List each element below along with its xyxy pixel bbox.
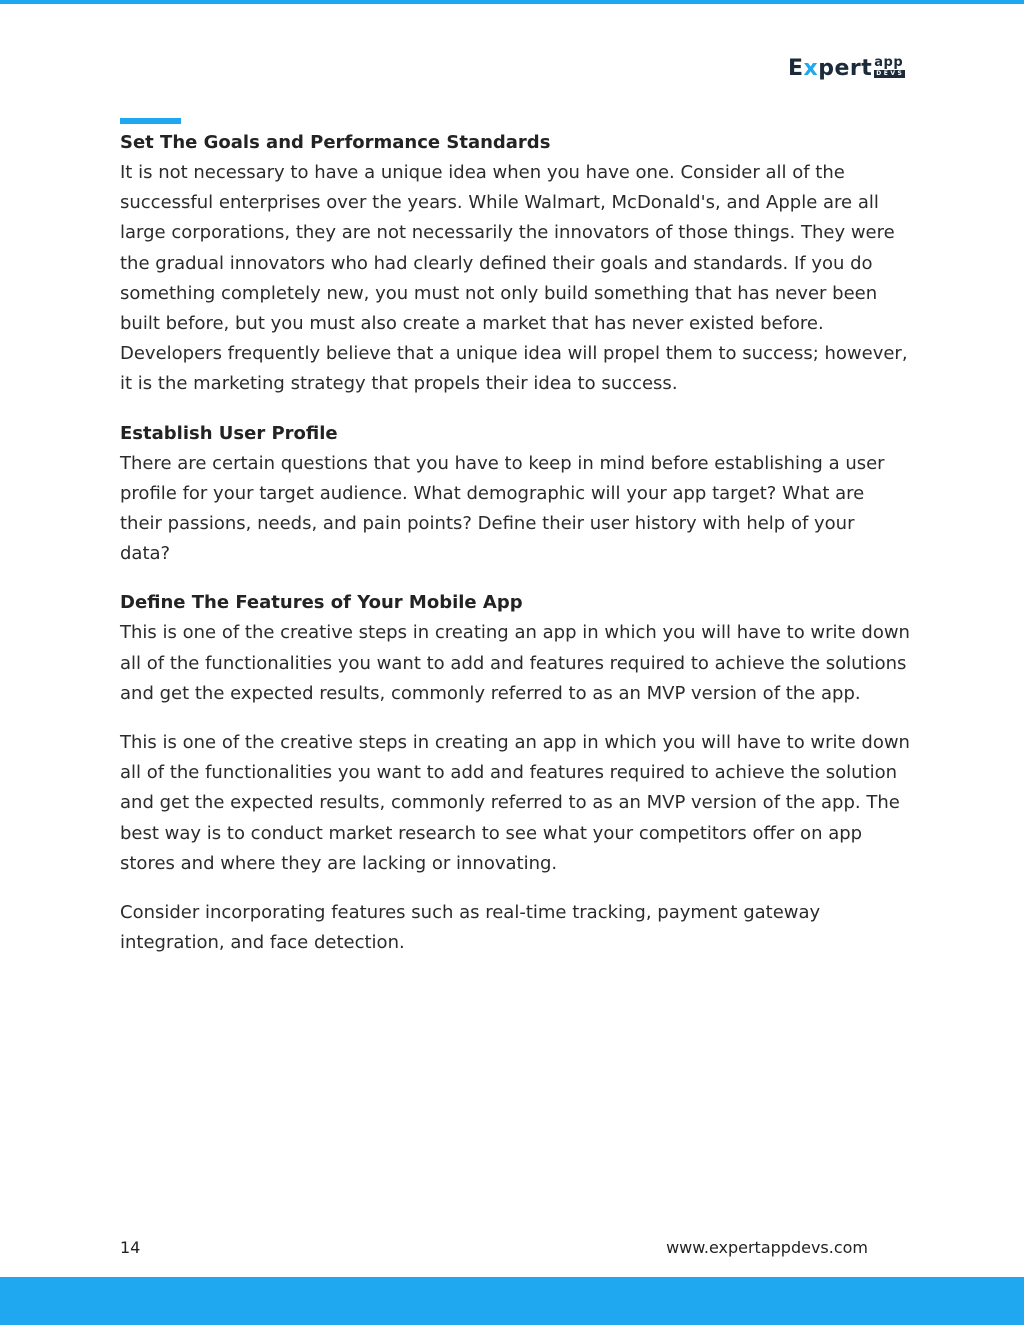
- section-paragraph: It is not necessary to have a unique idea when you have one. Consider all of the successful enterprises over the years. While Walmart, McDonald's, and Apple are all large corporations, they are not necessarily the innovators of those things. They were the gradual innovators who had clearly defined their goals and standards. If you do something completely new, you must not only build something that has never been built before, but you must also create a market that has never existed before. Developers frequently believe that a unique idea will propel them to success; however, it is the marketing strategy that propels their idea to success.: [120, 162, 908, 395]
- section-paragraph: Consider incorporating features such as real-time tracking, payment gateway integration, and face detection.: [120, 902, 821, 954]
- section-paragraph: This is one of the creative steps in creating an app in which you will have to write down all of the functionalities you want to add and features required to achieve the solution and get the expected results, commonly referred to as an MVP version of the app. The best way is to conduct market research to see what your competitors offer on app stores and where they are lacking or innovating.: [120, 732, 910, 874]
- logo-prefix: E: [788, 56, 804, 81]
- heading-accent-rule: [120, 118, 181, 124]
- page-content: [120, 128, 910, 958]
- logo-devs-text: DEVS: [876, 70, 905, 77]
- logo-wordmark: [788, 56, 872, 82]
- expertappdevs-logo: [788, 56, 905, 84]
- logo-x-mark: x: [803, 56, 819, 81]
- bottom-accent-bar: [0, 1277, 1024, 1325]
- section-heading-user-profile: Establish User Profile: [120, 422, 338, 444]
- top-accent-bar: [0, 0, 1024, 4]
- section-paragraph: This is one of the creative steps in creating an app in which you will have to write down all of the functionalities you want to add and features required to achieve the solutions and get the expected results, commonly referred to as an MVP version of the app.: [120, 622, 910, 704]
- logo-app-text: app: [874, 55, 904, 70]
- section-heading-goals: Set The Goals and Performance Standards: [120, 132, 551, 153]
- logo-app-devs: [874, 57, 905, 78]
- footer-website-link[interactable]: www.expertappdevs.com: [666, 1238, 868, 1257]
- page-number: 14: [120, 1238, 141, 1257]
- section-paragraph: There are certain questions that you have to keep in mind before establishing a user profile for your target audience. What demographic will your app target? What are their passions, needs, and pain points? Define their user history with help of your data?: [120, 452, 885, 565]
- logo-suffix: pert: [818, 56, 873, 81]
- section-heading-features: Define The Features of Your Mobile App: [120, 592, 523, 614]
